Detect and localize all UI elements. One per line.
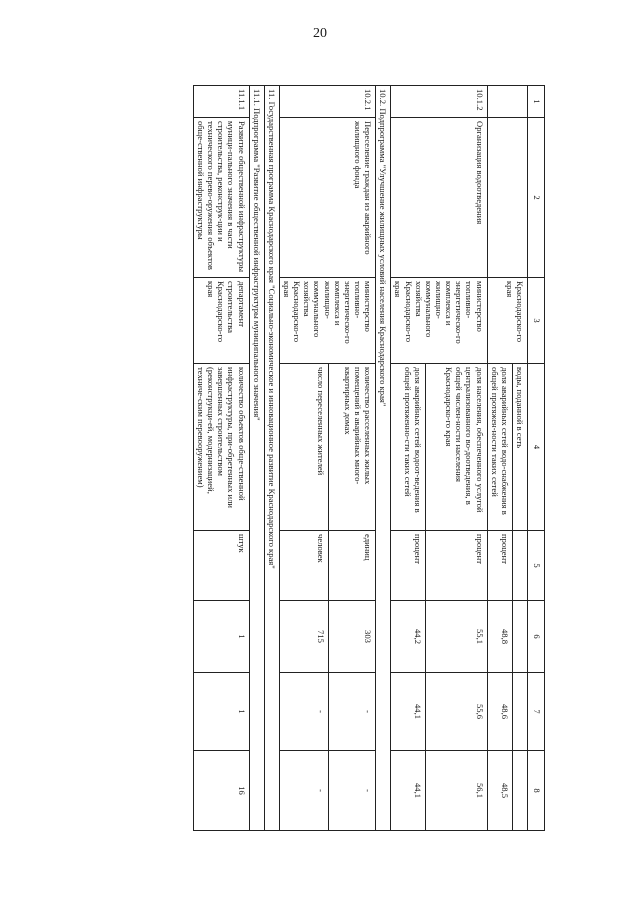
value-cell: 48,8 [487, 601, 512, 673]
col-5: 5 [528, 531, 545, 601]
table-row [425, 86, 487, 831]
value-cell [512, 673, 527, 751]
code-cell: 10.1.2 [391, 86, 487, 118]
executor-cell: Краснодарско-го края [487, 278, 527, 364]
value-cell: 48,6 [487, 673, 512, 751]
value-cell: 1 [193, 673, 249, 751]
value-cell: 303 [328, 601, 375, 673]
value-cell [512, 751, 527, 831]
value-cell: 16 [193, 751, 249, 831]
value-cell: 55,1 [425, 601, 487, 673]
table-row [512, 86, 527, 831]
value-cell: - [328, 673, 375, 751]
value-cell: 44,1 [391, 673, 425, 751]
col-3: 3 [528, 278, 545, 364]
subprogram-row [249, 86, 264, 831]
page-number: 20 [313, 26, 327, 41]
indicator-cell: доля аварийных сетей водо-снабжения в общей протяжен-ности таких сетей [487, 364, 512, 531]
indicator-cell: доля населения, обеспеченного услугой централизованного во-доотведения, в общей числен-ности населения Краснодарско-го края [425, 364, 487, 531]
unit-cell: штук [193, 531, 249, 601]
code-cell [487, 86, 527, 118]
indicator-cell: количество расселенных жилых помещений в аварийных много-квартирных домах [328, 364, 375, 531]
value-cell: 56,1 [425, 751, 487, 831]
value-cell: 44,1 [391, 751, 425, 831]
table-row [328, 86, 375, 831]
col-8: 8 [528, 751, 545, 831]
value-cell: - [279, 751, 328, 831]
unit-cell: единиц [328, 531, 375, 601]
value-cell: 55,6 [425, 673, 487, 751]
unit-cell: процент [425, 531, 487, 601]
column-number-row [528, 86, 545, 831]
unit-cell [512, 531, 527, 601]
subprogram-title: 11.1. Подпрограмма "Развитие общественной инфраструктуры муниципального значения" [249, 86, 264, 831]
unit-cell: процент [487, 531, 512, 601]
subprogram-row [376, 86, 391, 831]
col-4: 4 [528, 364, 545, 531]
subprogram-title: 10.2. Подпрограмма "Улучшение жилищных условий населения Краснодарского края" [376, 86, 391, 831]
col-7: 7 [528, 673, 545, 751]
value-cell [512, 601, 527, 673]
value-cell: - [279, 673, 328, 751]
executor-cell: министерство топливно-энергетическо-го комплекса и жилищно-коммунального хозяйства Краснодарско-го края [391, 278, 487, 364]
table-row [193, 86, 249, 831]
indicator-cell: число переселенных жителей [279, 364, 328, 531]
code-cell: 11.1.1 [193, 86, 249, 118]
executor-cell: департамент строительства Краснодарско-го края [193, 278, 249, 364]
program-title: 11. Государственная программа Краснодарского края "Социально-экономическое и инновационное развитие Краснодарского края" [264, 86, 279, 831]
value-cell: - [328, 751, 375, 831]
name-cell: Переселение граждан из аварийного жилищного фонда [279, 118, 375, 278]
executor-cell: министерство топливно-энергетическо-го комплекса и жилищно-коммунального хозяйства Краснодарско-го края [279, 278, 375, 364]
indicator-cell: воды, поданной в сеть [512, 364, 527, 531]
value-cell: 715 [279, 601, 328, 673]
name-cell: Организация водоотведения [391, 118, 487, 278]
indicator-cell: количество объектов обще-ственной инфраструктуры, при-обретенных или завершенных строительством (реконструкци-ей, модернизацией, техниче-ским перевооружением) [193, 364, 249, 531]
code-cell: 10.2.1 [279, 86, 375, 118]
name-cell [487, 118, 527, 278]
col-1: 1 [528, 86, 545, 118]
indicators-table [193, 85, 545, 831]
col-6: 6 [528, 601, 545, 673]
value-cell: 1 [193, 601, 249, 673]
unit-cell: человек [279, 531, 328, 601]
col-2: 2 [528, 118, 545, 278]
program-row [264, 86, 279, 831]
name-cell: Развитие общественной инфраструктуры муници-пального значения в части строительства, реконструк-ции и технического перево-оружения объектов обще-ственной инфраструктуры [193, 118, 249, 278]
unit-cell: процент [391, 531, 425, 601]
indicator-cell: доля аварийных сетей водоот-ведения в общей протяженно-сти таких сетей [391, 364, 425, 531]
value-cell: 44,2 [391, 601, 425, 673]
value-cell: 48,5 [487, 751, 512, 831]
